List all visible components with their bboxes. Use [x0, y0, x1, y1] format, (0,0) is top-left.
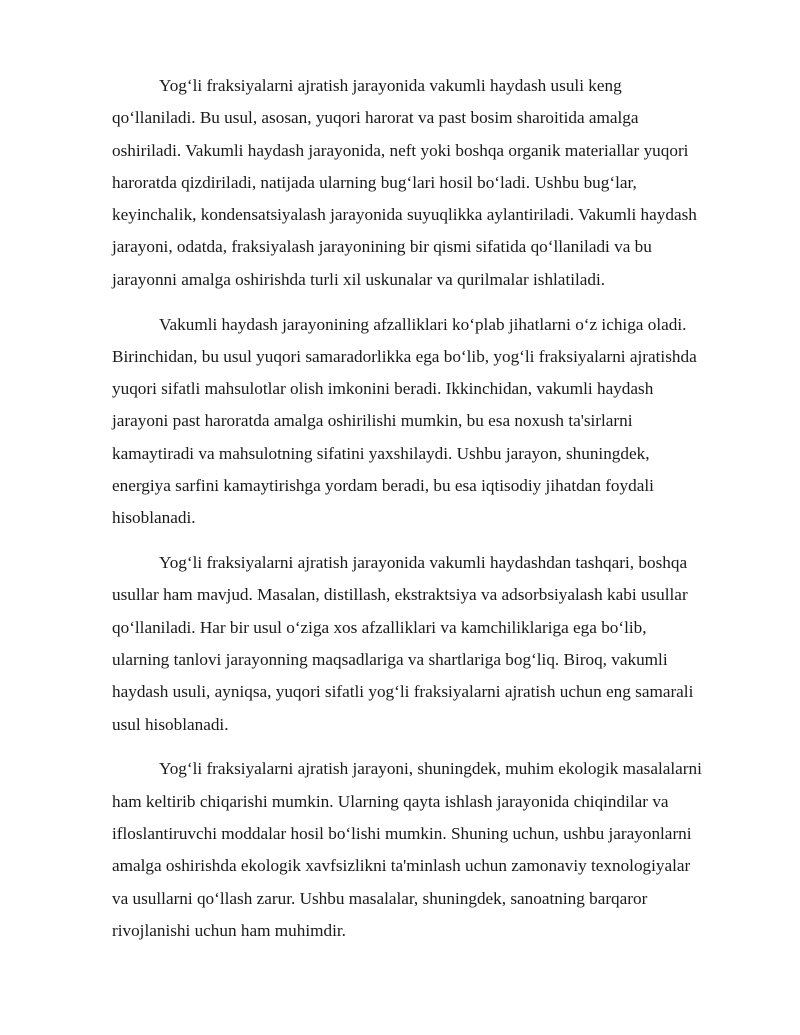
text-line: Yog‘li fraksiyalarni ajratish jarayoni, shuningdek, muhim ekologik masalalarni: [159, 759, 702, 779]
text-line: ham keltirib chiqarishi mumkin. Ularning qayta ishlash jarayonida chiqindilar va: [112, 791, 669, 811]
text-line: Yog‘li fraksiyalarni ajratish jarayonida vakumli haydashdan tashqari, boshqa: [159, 553, 688, 573]
text-line: qo‘llaniladi. Har bir usul o‘ziga xos afzalliklari va kamchiliklariga ega bo‘lib,: [112, 617, 647, 637]
text-line: Yog‘li fraksiyalarni ajratish jarayonida vakumli haydash usuli keng: [159, 76, 622, 95]
text-line: keyinchalik, kondensatsiyalash jarayonida suyuqlikka aylantiriladi. Vakumli haydash: [112, 205, 697, 225]
paragraph-1: [112, 70, 730, 296]
text-line: Birinchidan, bu usul yuqori samaradorlikka ega bo‘lib, yog‘li fraksiyalarni ajratishda: [112, 346, 697, 366]
text-line: energiya sarfini kamaytirishga yordam beradi, bu esa iqtisodiy jihatdan foydali: [112, 476, 654, 496]
text-line: qo‘llaniladi. Bu usul, asosan, yuqori harorat va past bosim sharoitida amalga: [112, 108, 639, 128]
text-line: yuqori sifatli mahsulotlar olish imkonini beradi. Ikkinchidan, vakumli haydash: [112, 379, 654, 399]
text-line: rivojlanishi uchun ham muhimdir.: [112, 920, 346, 940]
text-line: ifloslantiruvchi moddalar hosil bo‘lishi mumkin. Shuning uchun, ushbu jarayonlarni: [112, 824, 692, 844]
text-line: kamaytiradi va mahsulotning sifatini yaxshilaydi. Ushbu jarayon, shuningdek,: [112, 443, 650, 463]
text-line: jarayonni amalga oshirishda turli xil uskunalar va qurilmalar ishlatiladi.: [112, 269, 606, 289]
text-line: va usullarni qo‘llash zarur. Ushbu masalalar, shuningdek, sanoatning barqaror: [112, 888, 648, 908]
text-line: usullar ham mavjud. Masalan, distillash, ekstraktsiya va adsorbsiyalash kabi usullar: [112, 585, 688, 605]
document-body: [112, 70, 730, 960]
paragraph-2: [112, 309, 730, 535]
text-line: amalga oshirishda ekologik xavfsizlikni ta'minlash uchun zamonaviy texnologiyalar: [112, 856, 691, 876]
text-line: usul hisoblanadi.: [112, 714, 229, 734]
text-line: Vakumli haydash jarayonining afzalliklari ko‘plab jihatlarni o‘z ichiga oladi.: [159, 314, 687, 334]
text-line: haroratda qizdiriladi, natijada ularning bug‘lari hosil bo‘ladi. Ushbu bug‘lar,: [112, 172, 637, 192]
text-line: oshiriladi. Vakumli haydash jarayonida, neft yoki boshqa organik materiallar yuqori: [112, 140, 689, 160]
text-line: jarayoni past haroratda amalga oshirilishi mumkin, bu esa noxush ta'sirlarni: [112, 411, 633, 431]
paragraph-3: [112, 547, 730, 741]
paragraph-4: [112, 753, 730, 947]
text-line: hisoblanadi.: [112, 508, 196, 528]
text-line: jarayoni, odatda, fraksiyalash jarayonining bir qismi sifatida qo‘llaniladi va bu: [112, 237, 652, 257]
text-line: haydash usuli, ayniqsa, yuqori sifatli yog‘li fraksiyalarni ajratish uchun eng samarali: [112, 682, 694, 702]
text-line: ularning tanlovi jarayonning maqsadlariga va shartlariga bog‘liq. Biroq, vakumli: [112, 650, 668, 670]
